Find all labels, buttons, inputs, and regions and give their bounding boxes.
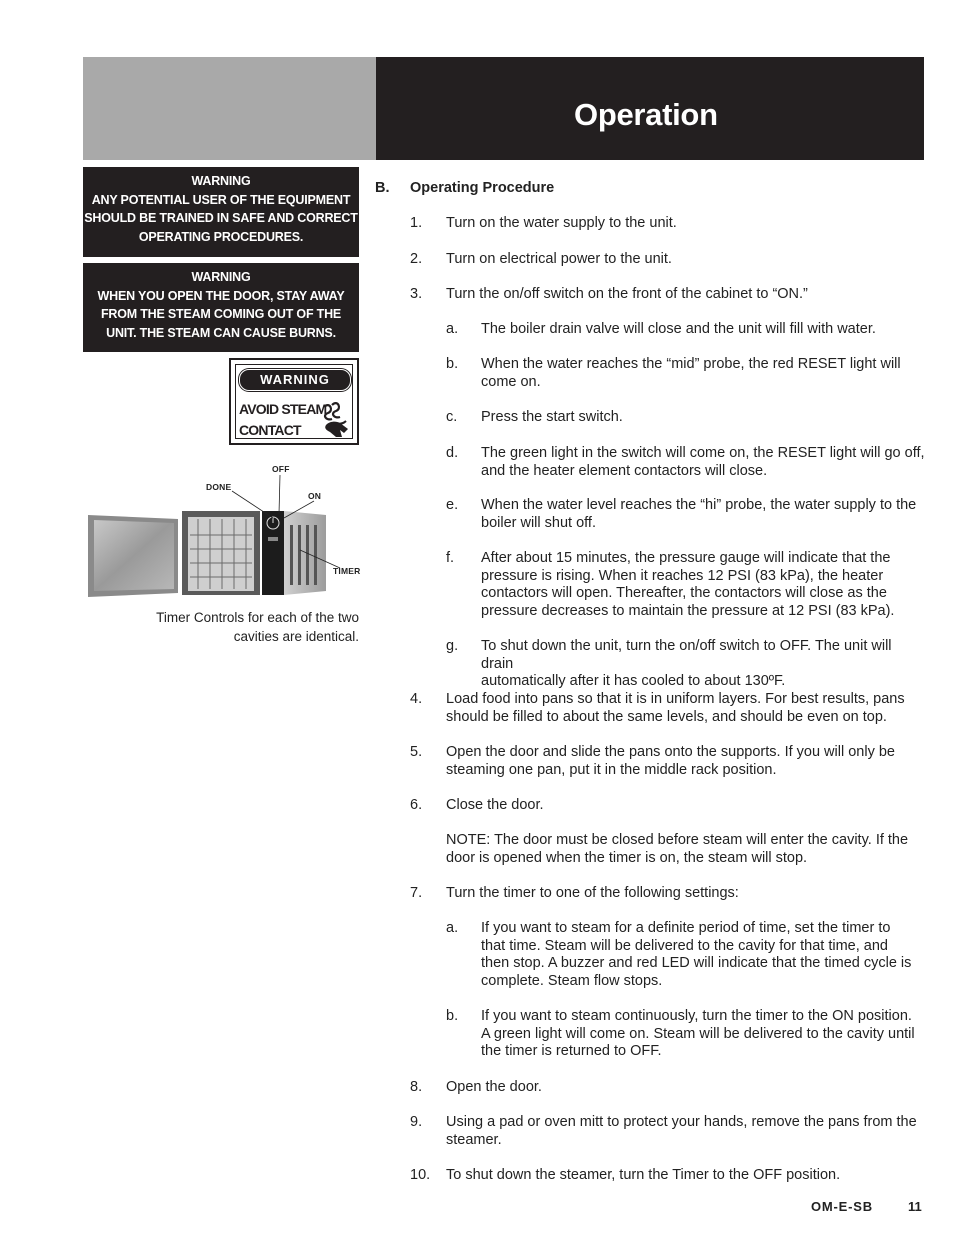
substep-text [481,550,927,620]
callout-on: ON [308,491,322,501]
step-number: 6. [410,797,423,813]
substep-letter: b. [446,1008,459,1024]
substep-letter: f. [446,550,455,566]
step-number: 7. [410,885,423,901]
substep-text [481,497,927,532]
section-letter: B. [375,180,390,196]
step-line: Using a pad or oven mitt to protect your hands, remove the pans from the [446,1114,917,1130]
substep-line: then stop. A buzzer and red LED will indicate that the timed cycle is [481,955,912,972]
sign-line-1: AVOID STEAM [239,401,327,417]
step-note [446,832,926,867]
step-number: 4. [410,691,423,707]
substep-text [481,321,927,339]
warning-line: OPERATING PROCEDURES. [138,229,304,244]
substep-letter: c. [446,409,458,425]
step-text: Close the door. [446,797,544,813]
step-number: 10. [410,1167,431,1183]
substep-line: pressure is rising. When it reaches 12 PSI (83 kPa), the heater [481,567,884,584]
step-text: Turn the timer to one of the following settings: [446,885,739,901]
step-line: steamer. [446,1131,502,1148]
substep-letter: a. [446,920,459,936]
substep-text [481,920,927,990]
step-text [446,691,926,726]
document-code: OM-E-SB [811,1199,873,1214]
callout-done: DONE [206,482,232,492]
note-line: NOTE: The door must be closed before steam will enter the cavity. If the [446,832,909,848]
step-text: To shut down the steamer, turn the Timer to the OFF position. [446,1167,841,1183]
step-text [446,1114,926,1149]
substep-line: complete. Steam flow stops. [481,972,663,989]
step-text: Turn the on/off switch on the front of the cabinet to “ON.” [446,286,808,302]
substep-line: If you want to steam continuously, turn the timer to the ON position. [481,1008,912,1024]
caption-line: Timer Controls for each of the two [156,610,359,625]
sign-warning-band: WARNING [239,369,351,391]
substep-text [481,409,927,427]
substep-letter: d. [446,445,459,461]
warning-line: SHOULD BE TRAINED IN SAFE AND CORRECT [84,211,358,225]
substep-line: pressure decreases to maintain the pressure at 12 PSI (83 kPa). [481,602,895,619]
substep-line: When the water reaches the “mid” probe, the red RESET light will [481,356,901,372]
substep-line: If you want to steam for a definite period of time, set the timer to [481,920,891,936]
substep-letter: e. [446,497,459,513]
page-title: Operation [574,97,718,132]
step-line: Load food into pans so that it is in uniform layers. For best results, pans [446,691,905,707]
warning-line: WHEN YOU OPEN THE DOOR, STAY AWAY [97,288,345,303]
warning-line: UNIT. THE STEAM CAN CAUSE BURNS. [106,325,336,340]
substep-text [481,445,927,480]
step-text: Turn on the water supply to the unit. [446,215,677,231]
step-text [446,744,926,779]
substep-line: After about 15 minutes, the pressure gauge will indicate that the [481,550,891,566]
substep-line: automatically after it has cooled to about 130ºF. [481,673,786,690]
warning-line: ANY POTENTIAL USER OF THE EQUIPMENT [91,192,351,207]
warning-line: FROM THE STEAM COMING OUT OF THE [100,307,342,321]
step-number: 2. [410,251,423,267]
substep-line: A green light will come on. Steam will be delivered to the cavity until [481,1025,915,1042]
step-number: 3. [410,286,423,302]
substep-line: The boiler drain valve will close and the unit will fill with water. [481,321,876,337]
substep-line: Press the start switch. [481,409,623,425]
step-number: 1. [410,215,423,231]
substep-text [481,638,927,691]
step-text: Turn on electrical power to the unit. [446,251,672,267]
sign-line-2: CONTACT [239,422,301,438]
substep-line: that time. Steam will be delivered to the cavity for that time, and [481,937,888,954]
callout-off: OFF [272,464,290,474]
substep-text [481,356,927,391]
substep-line: come on. [481,373,541,390]
note-line: door is opened when the timer is on, the steam will stop. [446,849,808,866]
substep-text [481,1008,927,1061]
substep-letter: b. [446,356,459,372]
step-number: 5. [410,744,423,760]
substep-line: boiler will shut off. [481,514,596,531]
step-line: Open the door and slide the pans onto the supports. If you will only be [446,744,895,760]
substep-line: and the heater element contactors will close. [481,462,768,479]
callout-timer: TIMER [333,566,361,576]
page-number: 11 [908,1199,922,1214]
substep-line: contactors will open. Thereafter, the contactors will close as the [481,585,887,602]
step-number: 8. [410,1079,423,1095]
substep-letter: a. [446,321,459,337]
substep-line: the timer is returned to OFF. [481,1043,662,1060]
section-title: Operating Procedure [410,180,555,196]
step-line: should be filled to about the same levels, and should be even on top. [446,708,887,725]
warning-heading: WARNING [191,174,251,188]
step-number: 9. [410,1114,423,1130]
substep-letter: g. [446,638,459,654]
substep-line: When the water level reaches the “hi” probe, the water supply to the [481,497,917,513]
step-line: steaming one pan, put it in the middle rack position. [446,761,777,778]
caption-line: cavities are identical. [233,629,359,644]
step-text: Open the door. [446,1079,542,1095]
substep-line: To shut down the unit, turn the on/off switch to OFF. The unit will drain [481,638,892,672]
warning-heading: WARNING [191,270,251,284]
substep-line: The green light in the switch will come on, the RESET light will go off, [481,445,925,461]
